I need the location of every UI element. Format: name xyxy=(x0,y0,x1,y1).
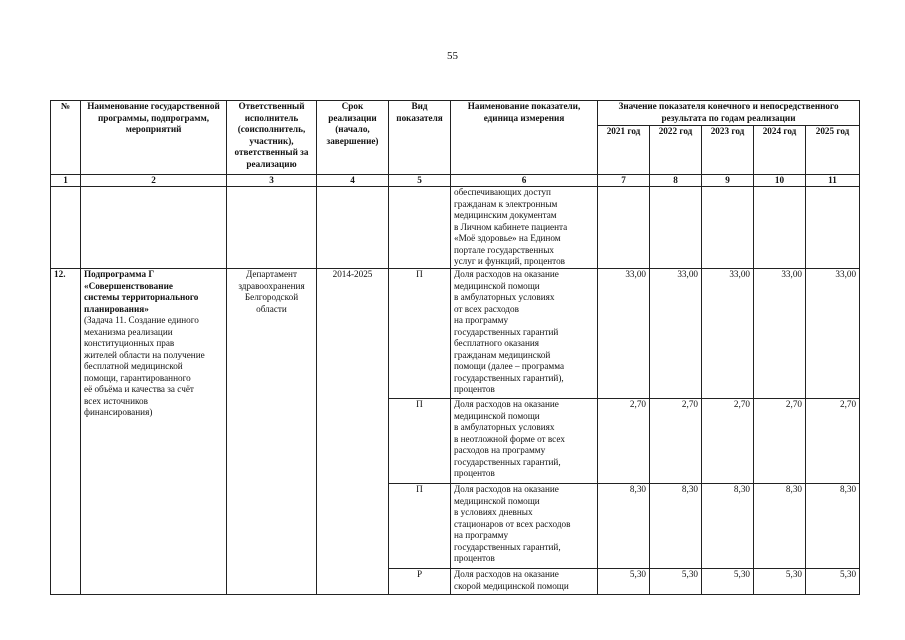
period-cell: 2014-2025 xyxy=(317,269,389,595)
column-number: 10 xyxy=(754,175,806,187)
indicator-value: 33,00 xyxy=(650,269,702,399)
column-number: 8 xyxy=(650,175,702,187)
subprogram-task: (Задача 11. Создание единого механизма реализации конституционных прав жителей области на получение бесплатной медицинской помощи, гарантированного её объёма и качества за счёт всех источников финансирования) xyxy=(84,315,205,417)
header-number: № xyxy=(51,101,81,175)
header-year: 2024 год xyxy=(754,126,806,175)
indicator-text: Доля расходов на оказание медицинской помощи в условиях дневных стационаров от всех расходов на программу государственных гарантий, процентов xyxy=(451,484,598,569)
indicator-value: 33,00 xyxy=(754,269,806,399)
header-row-top xyxy=(51,101,860,126)
indicator-value: 33,00 xyxy=(806,269,860,399)
indicator-kind: П xyxy=(389,484,451,569)
indicator-value: 5,30 xyxy=(702,569,754,595)
header-indicator-kind: Вид показателя xyxy=(389,101,451,175)
column-number: 6 xyxy=(451,175,598,187)
indicators-table xyxy=(50,100,860,595)
indicator-value: 2,70 xyxy=(650,399,702,484)
page-number: 55 xyxy=(447,50,458,62)
header-year: 2021 год xyxy=(598,126,650,175)
indicator-text: обеспечивающих доступ гражданам к электронным медицинским документам в Личном кабинете пациента «Моё здоровье» на Едином портале государственных услуг и функций, процентов xyxy=(451,187,598,269)
indicator-value: 8,30 xyxy=(754,484,806,569)
header-year: 2025 год xyxy=(806,126,860,175)
column-number: 1 xyxy=(51,175,81,187)
header-executor: Ответственный исполнитель (соисполнитель, участник), ответственный за реализацию xyxy=(227,101,317,175)
column-numbers-row xyxy=(51,175,860,187)
indicator-text: Доля расходов на оказание медицинской помощи в амбулаторных условиях в неотложной форме от всех расходов на программу государственных гарантий, процентов xyxy=(451,399,598,484)
row-number: 12. xyxy=(51,269,81,595)
indicator-value: 2,70 xyxy=(754,399,806,484)
executor-cell: Департамент здравоохранения Белгородской области xyxy=(227,269,317,595)
indicator-value: 8,30 xyxy=(806,484,860,569)
indicator-value: 33,00 xyxy=(598,269,650,399)
header-year: 2023 год xyxy=(702,126,754,175)
indicator-text: Доля расходов на оказание скорой медицинской помощи xyxy=(451,569,598,595)
continuation-row xyxy=(51,187,860,269)
column-number: 9 xyxy=(702,175,754,187)
indicator-value: 33,00 xyxy=(702,269,754,399)
indicator-kind: Р xyxy=(389,569,451,595)
table-row xyxy=(51,269,860,399)
indicator-kind: П xyxy=(389,269,451,399)
indicator-value: 2,70 xyxy=(702,399,754,484)
indicator-value: 2,70 xyxy=(598,399,650,484)
indicator-value: 5,30 xyxy=(598,569,650,595)
indicator-value: 8,30 xyxy=(650,484,702,569)
indicator-text: Доля расходов на оказание медицинской помощи в амбулаторных условиях от всех расходов на программу государственных гарантий бесплатного оказания гражданам медицинской помощи (далее – программа государственных гарантий), процентов xyxy=(451,269,598,399)
column-number: 4 xyxy=(317,175,389,187)
header-values: Значение показателя конечного и непосредственного результата по годам реализации xyxy=(598,101,860,126)
header-period: Срок реализации (начало, завершение) xyxy=(317,101,389,175)
column-number: 3 xyxy=(227,175,317,187)
indicator-value: 5,30 xyxy=(650,569,702,595)
indicator-value: 8,30 xyxy=(598,484,650,569)
indicator-value: 2,70 xyxy=(806,399,860,484)
header-program-name: Наименование государственной программы, подпрограмм, мероприятий xyxy=(81,101,227,175)
header-year: 2022 год xyxy=(650,126,702,175)
indicator-kind: П xyxy=(389,399,451,484)
header-indicator-name: Наименование показатели, единица измерения xyxy=(451,101,598,175)
column-number: 5 xyxy=(389,175,451,187)
subprogram-title: Подпрограмма Г «Совершенствование системы территориального планирования» xyxy=(84,269,199,314)
column-number: 7 xyxy=(598,175,650,187)
indicator-value: 8,30 xyxy=(702,484,754,569)
column-number: 11 xyxy=(806,175,860,187)
indicator-value: 5,30 xyxy=(806,569,860,595)
program-name-cell xyxy=(81,269,227,595)
indicator-value: 5,30 xyxy=(754,569,806,595)
column-number: 2 xyxy=(81,175,227,187)
